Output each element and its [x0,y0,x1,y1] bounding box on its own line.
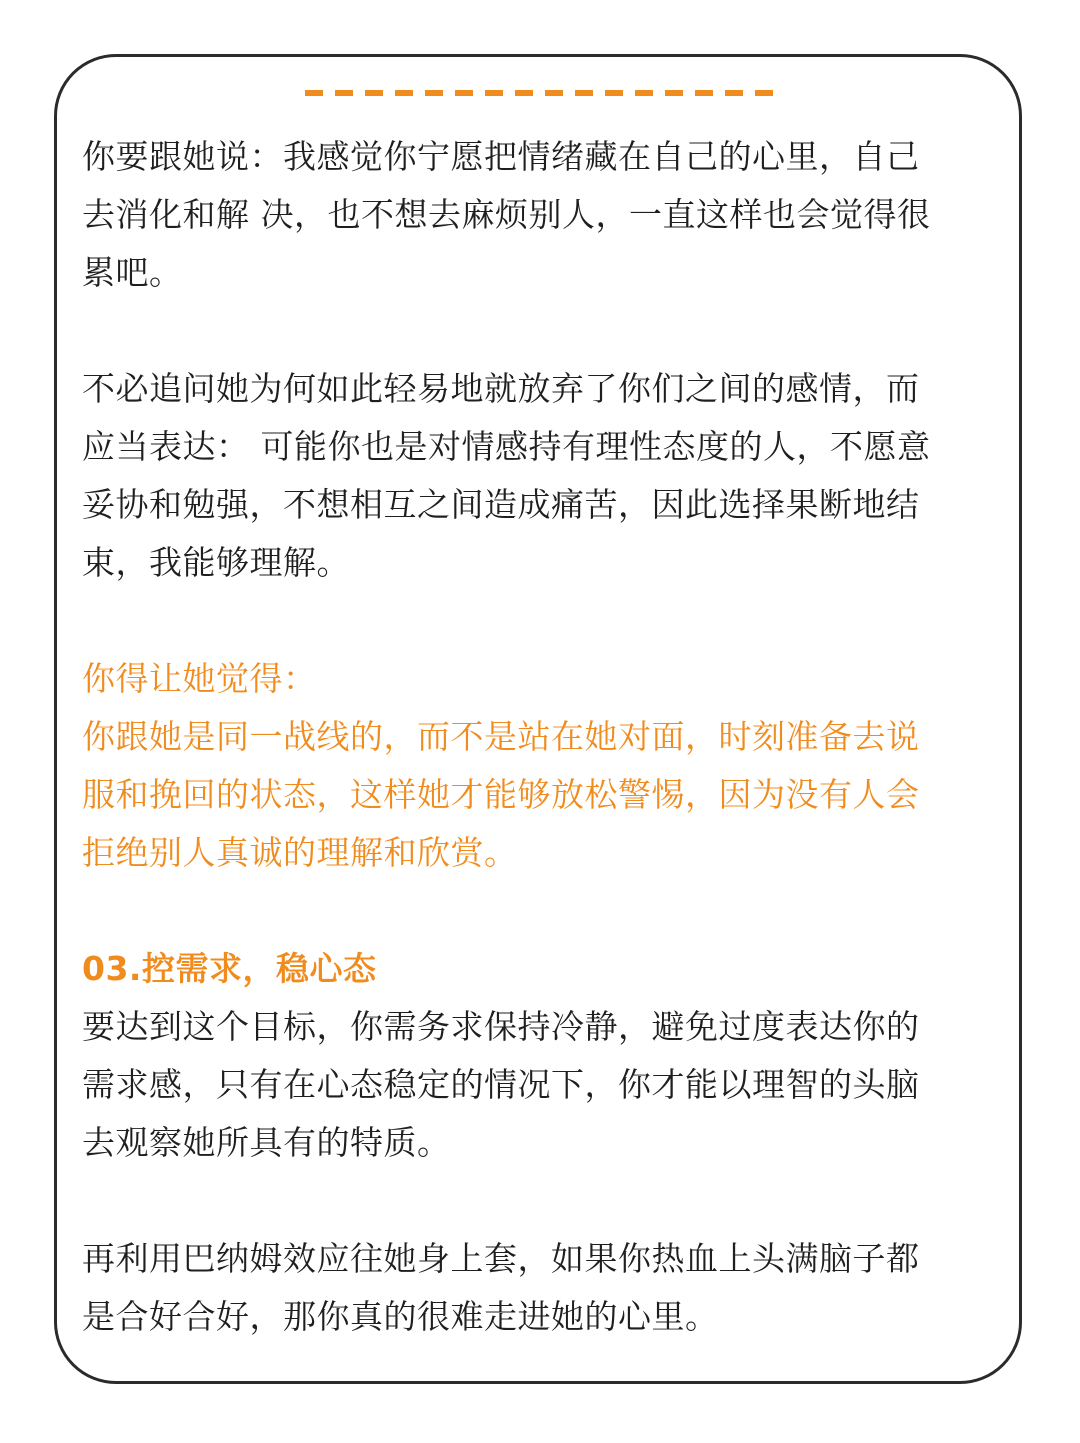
paragraph-spacer [82,302,1002,360]
highlight-title: 你得让她觉得： [82,659,317,698]
section-heading: 03.控需求，稳心态 [82,949,377,988]
paragraph-spacer [82,592,1002,650]
paragraph-spacer [82,1172,1002,1230]
paragraph-5: 再利用巴纳姆效应往她身上套，如果你热血上头满脑子都 是合好合好，那你真的很难走进她的心里。 [82,1239,920,1336]
paragraph-4: 要达到这个目标，你需务求保持冷静，避免过度表达你的 需求感，只有在心态稳定的情况下，你才能以理智的头脑 去观察她所具有的特质。 [82,1007,920,1162]
paragraph-2: 不必追问她为何如此轻易地就放弃了你们之间的感情，而 应当表达： 可能你也是对情感持有理性态度的人，不愿意 妥协和勉强，不想相互之间造成痛苦，因此选择果断地结 束，我能够理解。 [82,369,931,582]
paragraph-spacer [82,882,1002,940]
article-body [82,128,1002,1346]
paragraph-1: 你要跟她说：我感觉你宁愿把情绪藏在自己的心里，自己 去消化和解 决，也不想去麻烦别人，一直这样也会觉得很 累吧。 [82,137,931,292]
dashed-divider [305,90,775,96]
highlight-paragraph: 你跟她是同一战线的，而不是站在她对面，时刻准备去说 服和挽回的状态，这样她才能够放松警惕，因为没有人会 拒绝别人真诚的理解和欣赏。 [82,717,920,872]
